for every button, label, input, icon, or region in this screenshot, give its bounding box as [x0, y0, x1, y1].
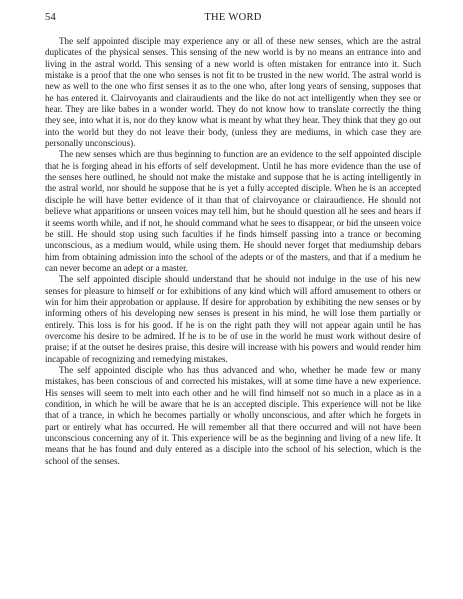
running-title: THE WORD	[204, 12, 262, 23]
paragraph: The self appointed disciple should understand that he should not indulge in the use of his new senses for pleasure to himself or for exhibitions of any kind which will afford amusement to others or win for him their approbation or applause. If desire for approbation by exhibiting the new senses or by informing others of his developing new senses is present in his mind, he will lose them partially or entirely. This loss is for his good. If he is on the right path they will not appear again until he has overcome his desire to be admired. If he is to be of use in the world he must work without desire of praise; if at the outset he desires praise, this desire will increase with his powers and would render him incapable of recognizing and remedying mistakes.	[45, 274, 421, 364]
paragraph: The self appointed disciple may experience any or all of these new senses, which are the astral duplicates of the physical senses. This sensing of the new world is by no means an entrance into and living in the astral world. This sensing of a new world is often mistaken for entrance into it. Such mistake is a proof that the one who senses is not fit to be trusted in the new world. The astral world is new as well to the one who first senses it as to the one who, after long years of sensing, supposes that he has entered it. Clairvoyants and clairaudients and the like do not act intelligently when they see or hear. They are like babes in a wonder world. They do not know how to translate correctly the thing they see, into what it is, nor do they know what is meant by what they hear. They think that they go out into the world but they do not leave their body, (unless they are mediums, in which case they are personally unconscious).	[45, 36, 421, 149]
paragraph: The self appointed disciple who has thus advanced and who, whether he made few or many mistakes, has been conscious of and corrected his mistakes, will at some time have a new experience. His senses will seem to melt into each other and he will find himself not so much in a place as in a condition, in which he will be aware that he is an accepted disciple. This experience will not be like that of a trance, in which he becomes partially or wholly unconscious, and after which he forgets in part or entirely what has occurred. He will remember all that there occurred and will not have been unconscious concerning any of it. This experience will be as the beginning and living of a new life. It means that he has found and duly entered as a disciple into the school of his selection, which is the school of the senses.	[45, 364, 421, 466]
page-header	[45, 12, 421, 30]
body-text	[45, 36, 421, 467]
book-page	[45, 12, 421, 467]
paragraph: The new senses which are thus beginning to function are an evidence to the self appointed disciple that he is forging ahead in his efforts of self development. Until he has more evidence than the use of the senses here outlined, he should not make the mistake and suppose that he is acting intelligently in the astral world, nor should he suppose that he is yet a fully accepted disciple. When he is an accepted disciple he will have better evidence of it than that of clairvoyance or clairaudience. He should not believe what apparitions or unseen voices may tell him, but he should question all he sees and hears if it seems worth while, and if not, he should command what he sees to disappear, or bid the unseen voice be still. He should stop using such faculties if he finds himself passing into a trance or becoming unconscious, as a medium would, while using them. He should never forget that mediumship debars him from obtaining admission into the school of the adepts or of the masters, and that if a medium he can never become an adept or a master.	[45, 149, 421, 273]
page-number: 54	[45, 12, 57, 23]
